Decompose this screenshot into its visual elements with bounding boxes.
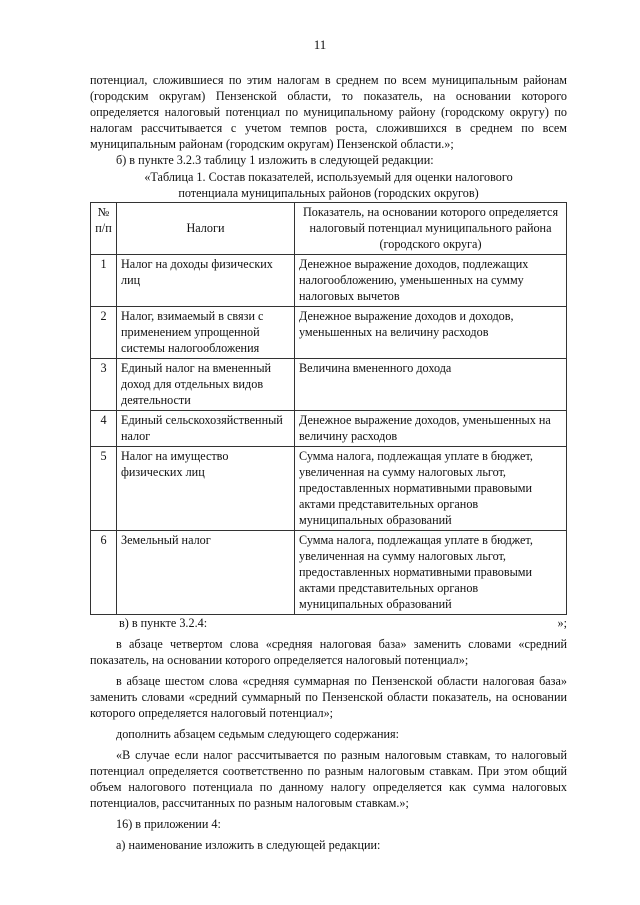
- header-number: № п/п: [91, 203, 117, 255]
- row-indicator: Сумма налога, подлежащая уплате в бюджет, увеличенная на сумму налоговых льгот, предоставленных нормативными правовыми актами представительных органов муниципальных образований: [295, 531, 567, 615]
- paragraph-v4: «В случае если налог рассчитывается по разным налоговым ставкам, то налоговый потенциал определяется соответственно по разным налоговым ставкам. При этом общий объем налогового потенциала по данному налогу определяется как сумма налоговых потенциалов, рассчитанных по разным налоговым ставкам.»;: [90, 748, 567, 810]
- table-caption: [90, 169, 567, 201]
- row-indicator: Сумма налога, подлежащая уплате в бюджет, увеличенная на сумму налоговых льгот, предоставленных нормативными правовыми актами представительных органов муниципальных образований: [295, 447, 567, 531]
- table-row: [91, 307, 567, 359]
- row-tax: Налог на имущество физических лиц: [117, 447, 295, 531]
- row-number: 6: [91, 531, 117, 615]
- table-row: [91, 411, 567, 447]
- paragraph-v2: в абзаце шестом слова «средняя суммарная по Пензенской области налоговая база» заменить словами «средний суммарный по Пензенской области показатель, на основании которого определяется налоговый потенциал»;: [90, 674, 567, 720]
- row-tax: Земельный налог: [117, 531, 295, 615]
- item-a: а) наименование изложить в следующей редакции:: [116, 838, 381, 852]
- row-tax: Налог, взимаемый в связи с применением упрощенной системы налогообложения: [117, 307, 295, 359]
- row-tax: Единый налог на вмененный доход для отдельных видов деятельности: [117, 359, 295, 411]
- row-number: 3: [91, 359, 117, 411]
- item-b: б) в пункте 3.2.3 таблицу 1 изложить в следующей редакции:: [116, 153, 434, 167]
- row-indicator: Денежное выражение доходов, уменьшенных на величину расходов: [295, 411, 567, 447]
- row-number: 1: [91, 255, 117, 307]
- paragraph-v1: в абзаце четвертом слова «средняя налоговая база» заменить словами «средний показатель, на основании которого определяется налоговый потенциал»;: [90, 637, 567, 667]
- table-row: [91, 255, 567, 307]
- table-tail: [90, 615, 567, 631]
- row-indicator: Денежное выражение доходов, подлежащих налогообложению, уменьшенных на сумму налоговых вычетов: [295, 255, 567, 307]
- table-row: [91, 531, 567, 615]
- page-number: 11: [313, 37, 327, 52]
- row-indicator: Величина вмененного дохода: [295, 359, 567, 411]
- item-v: в) в пункте 3.2.4:: [119, 616, 208, 630]
- document-body: [90, 72, 567, 853]
- header-indicator: Показатель, на основании которого определяется налоговый потенциал муниципального района (городского округа): [295, 203, 567, 255]
- row-tax: Налог на доходы физических лиц: [117, 255, 295, 307]
- header-tax: Налоги: [117, 203, 295, 255]
- table-closing-quote: »;: [557, 616, 567, 630]
- paragraph-v3: дополнить абзацем седьмым следующего содержания:: [116, 727, 400, 741]
- item-16: 16) в приложении 4:: [116, 817, 221, 831]
- intro-paragraph: потенциал, сложившиеся по этим налогам в среднем по всем муниципальным районам (городским округам) Пензенской области, то показатель, на основании которого определяется налоговый потенциал по муниципальному району (городскому округу) по налогам рассчитывается с учетом темпов роста, сложившихся в среднем по всем муниципальным районам (городским округам) Пензенской области.»;: [90, 73, 567, 151]
- row-number: 5: [91, 447, 117, 531]
- row-number: 2: [91, 307, 117, 359]
- table-header-row: [91, 203, 567, 255]
- row-number: 4: [91, 411, 117, 447]
- row-tax: Единый сельскохозяйственный налог: [117, 411, 295, 447]
- table-row: [91, 359, 567, 411]
- row-indicator: Денежное выражение доходов и доходов, уменьшенных на величину расходов: [295, 307, 567, 359]
- tax-indicators-table: [90, 202, 567, 615]
- table-caption-line1: «Таблица 1. Состав показателей, используемый для оценки налогового: [144, 170, 513, 184]
- table-row: [91, 447, 567, 531]
- table-caption-line2: потенциала муниципальных районов (городских округов): [178, 186, 479, 200]
